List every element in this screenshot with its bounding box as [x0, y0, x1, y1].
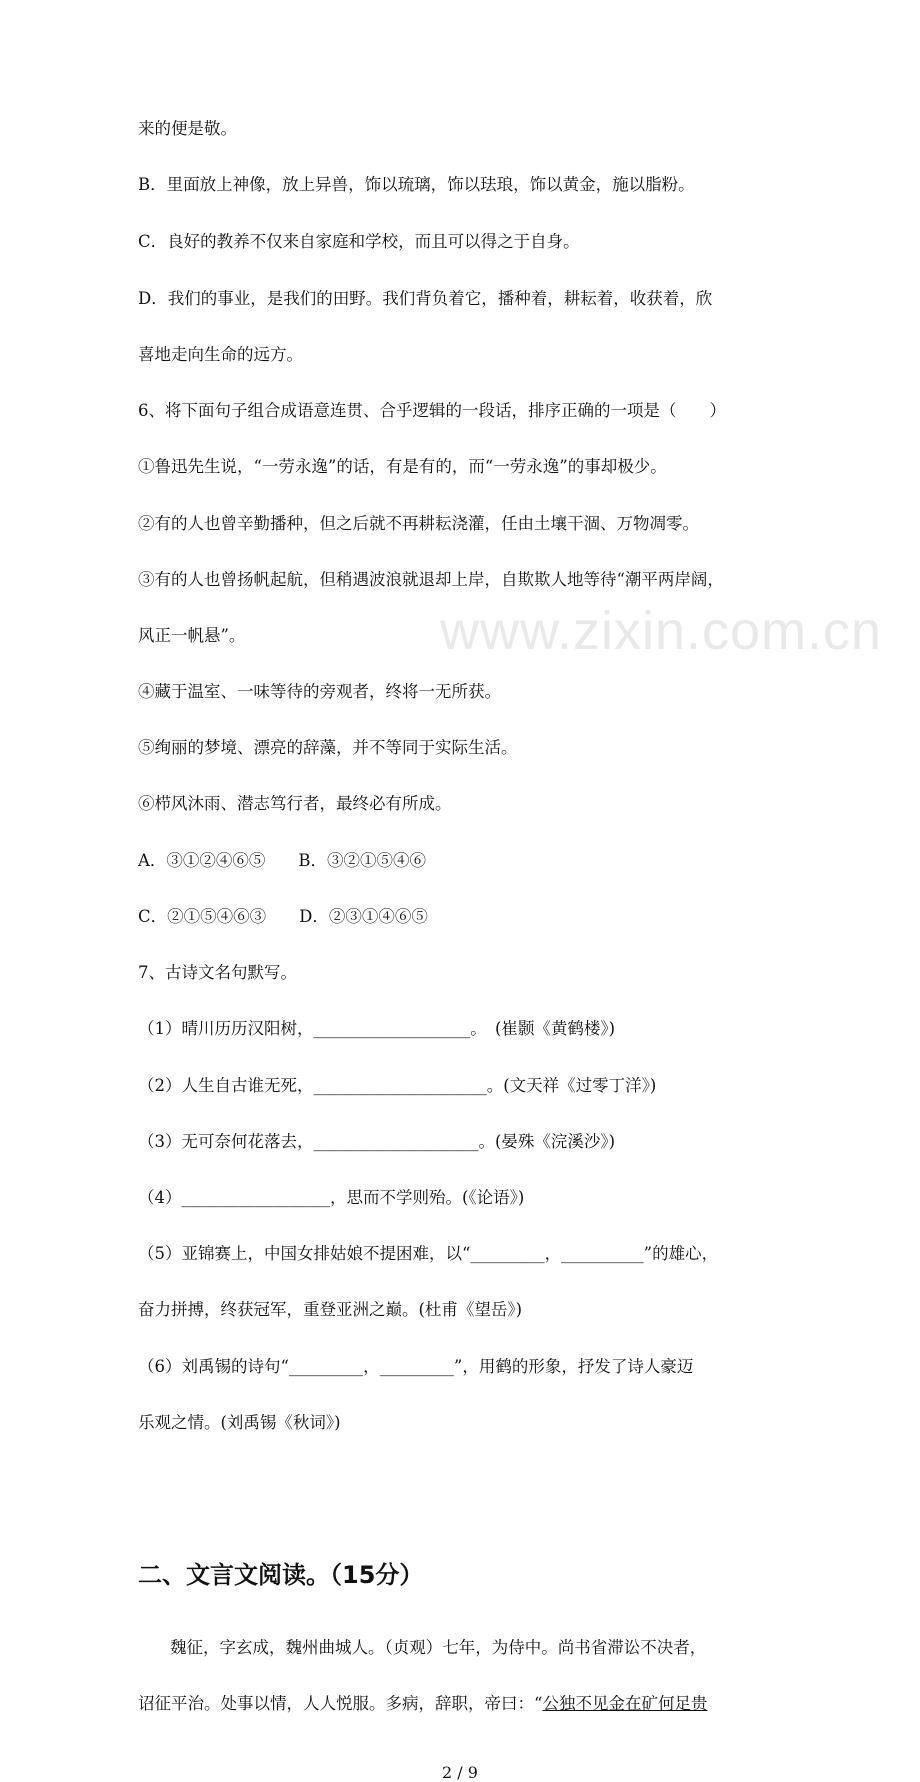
- text-line: 奋力拼搏，终获冠军，重登亚洲之巅。(杜甫《望岳》): [138, 1300, 523, 1319]
- fill-blank-6: （6）刘禹锡的诗句“_________，_________”，用鹤的形象，抒发了诗人豪迈: [138, 1357, 694, 1376]
- passage-text: 诏征平治。处事以情，人人悦服。多病，辞职，帝曰：“: [138, 1694, 543, 1713]
- passage-line-2: [138, 1694, 920, 1714]
- text-line: 喜地走向生命的远方。: [138, 345, 303, 364]
- section-heading: 二、文言文阅读。（15分）: [138, 1561, 424, 1589]
- fill-blank-1: （1）晴川历历汉阳树，___________________。 (崔颢《黄鹤楼》): [138, 1019, 616, 1038]
- answer-options-cd: C．②①⑤④⑥③ D．②③①④⑥⑤: [138, 907, 428, 926]
- option-c: C．良好的教养不仅来自家庭和学校，而且可以得之于自身。: [138, 232, 580, 251]
- sentence-3: ③有的人也曾扬帆起航，但稍遇波浪就退却上岸，自欺欺人地等待“潮平两岸阔，: [138, 570, 724, 589]
- fill-blank-4: （4）__________________，思而不学则殆。(《论语》): [138, 1188, 525, 1207]
- fill-blank-5: （5）亚锦赛上，中国女排姑娘不提困难，以“_________，__________”的雄心，: [138, 1244, 719, 1263]
- answer-options-ab: A．③①②④⑥⑤ B．③②①⑤④⑥: [138, 851, 427, 870]
- watermark: www.zixin.com.cn: [440, 601, 883, 661]
- sentence-1: ①鲁迅先生说，“一劳永逸”的话，有是有的，而“一劳永逸”的事却极少。: [138, 457, 667, 476]
- sentence-2: ②有的人也曾辛勤播种，但之后就不再耕耘浇灌，任由土壤干涸、万物凋零。: [138, 514, 699, 533]
- fill-blank-3: （3）无可奈何花落去，____________________。(晏殊《浣溪沙》): [138, 1132, 616, 1151]
- page-number: 2 / 9: [442, 1763, 478, 1782]
- question-6: 6、将下面句子组合成语意连贯、合乎逻辑的一段话，排序正确的一项是（ ）: [138, 401, 726, 420]
- option-b: B．里面放上神像，放上异兽，饰以琉璃，饰以珐琅，饰以黄金，施以脂粉。: [138, 175, 695, 194]
- sentence-5: ⑤绚丽的梦境、漂亮的辞藻，并不等同于实际生活。: [138, 738, 518, 757]
- fill-blank-2: （2）人生自古谁无死，_____________________。(文天祥《过零丁洋》): [138, 1076, 657, 1095]
- text-line: 风正一帆悬”。: [138, 626, 246, 645]
- sentence-6: ⑥栉风沐雨、潜志笃行者，最终必有所成。: [138, 794, 452, 813]
- text-line: 来的便是敬。: [138, 119, 237, 138]
- question-7: 7、古诗文名句默写。: [138, 963, 297, 982]
- underlined-passage-text: 公独不见金在矿何足贵: [542, 1694, 708, 1713]
- text-line: 乐观之情。(刘禹锡《秋词》): [138, 1413, 341, 1432]
- passage-line-1: 魏征，字玄成，魏州曲城人。（贞观）七年，为侍中。尚书省滞讼不决者，: [170, 1638, 707, 1657]
- sentence-4: ④藏于温室、一味等待的旁观者，终将一无所获。: [138, 682, 501, 701]
- option-d: D．我们的事业，是我们的田野。我们背负着它，播种着，耕耘着，收获着，欣: [138, 289, 713, 308]
